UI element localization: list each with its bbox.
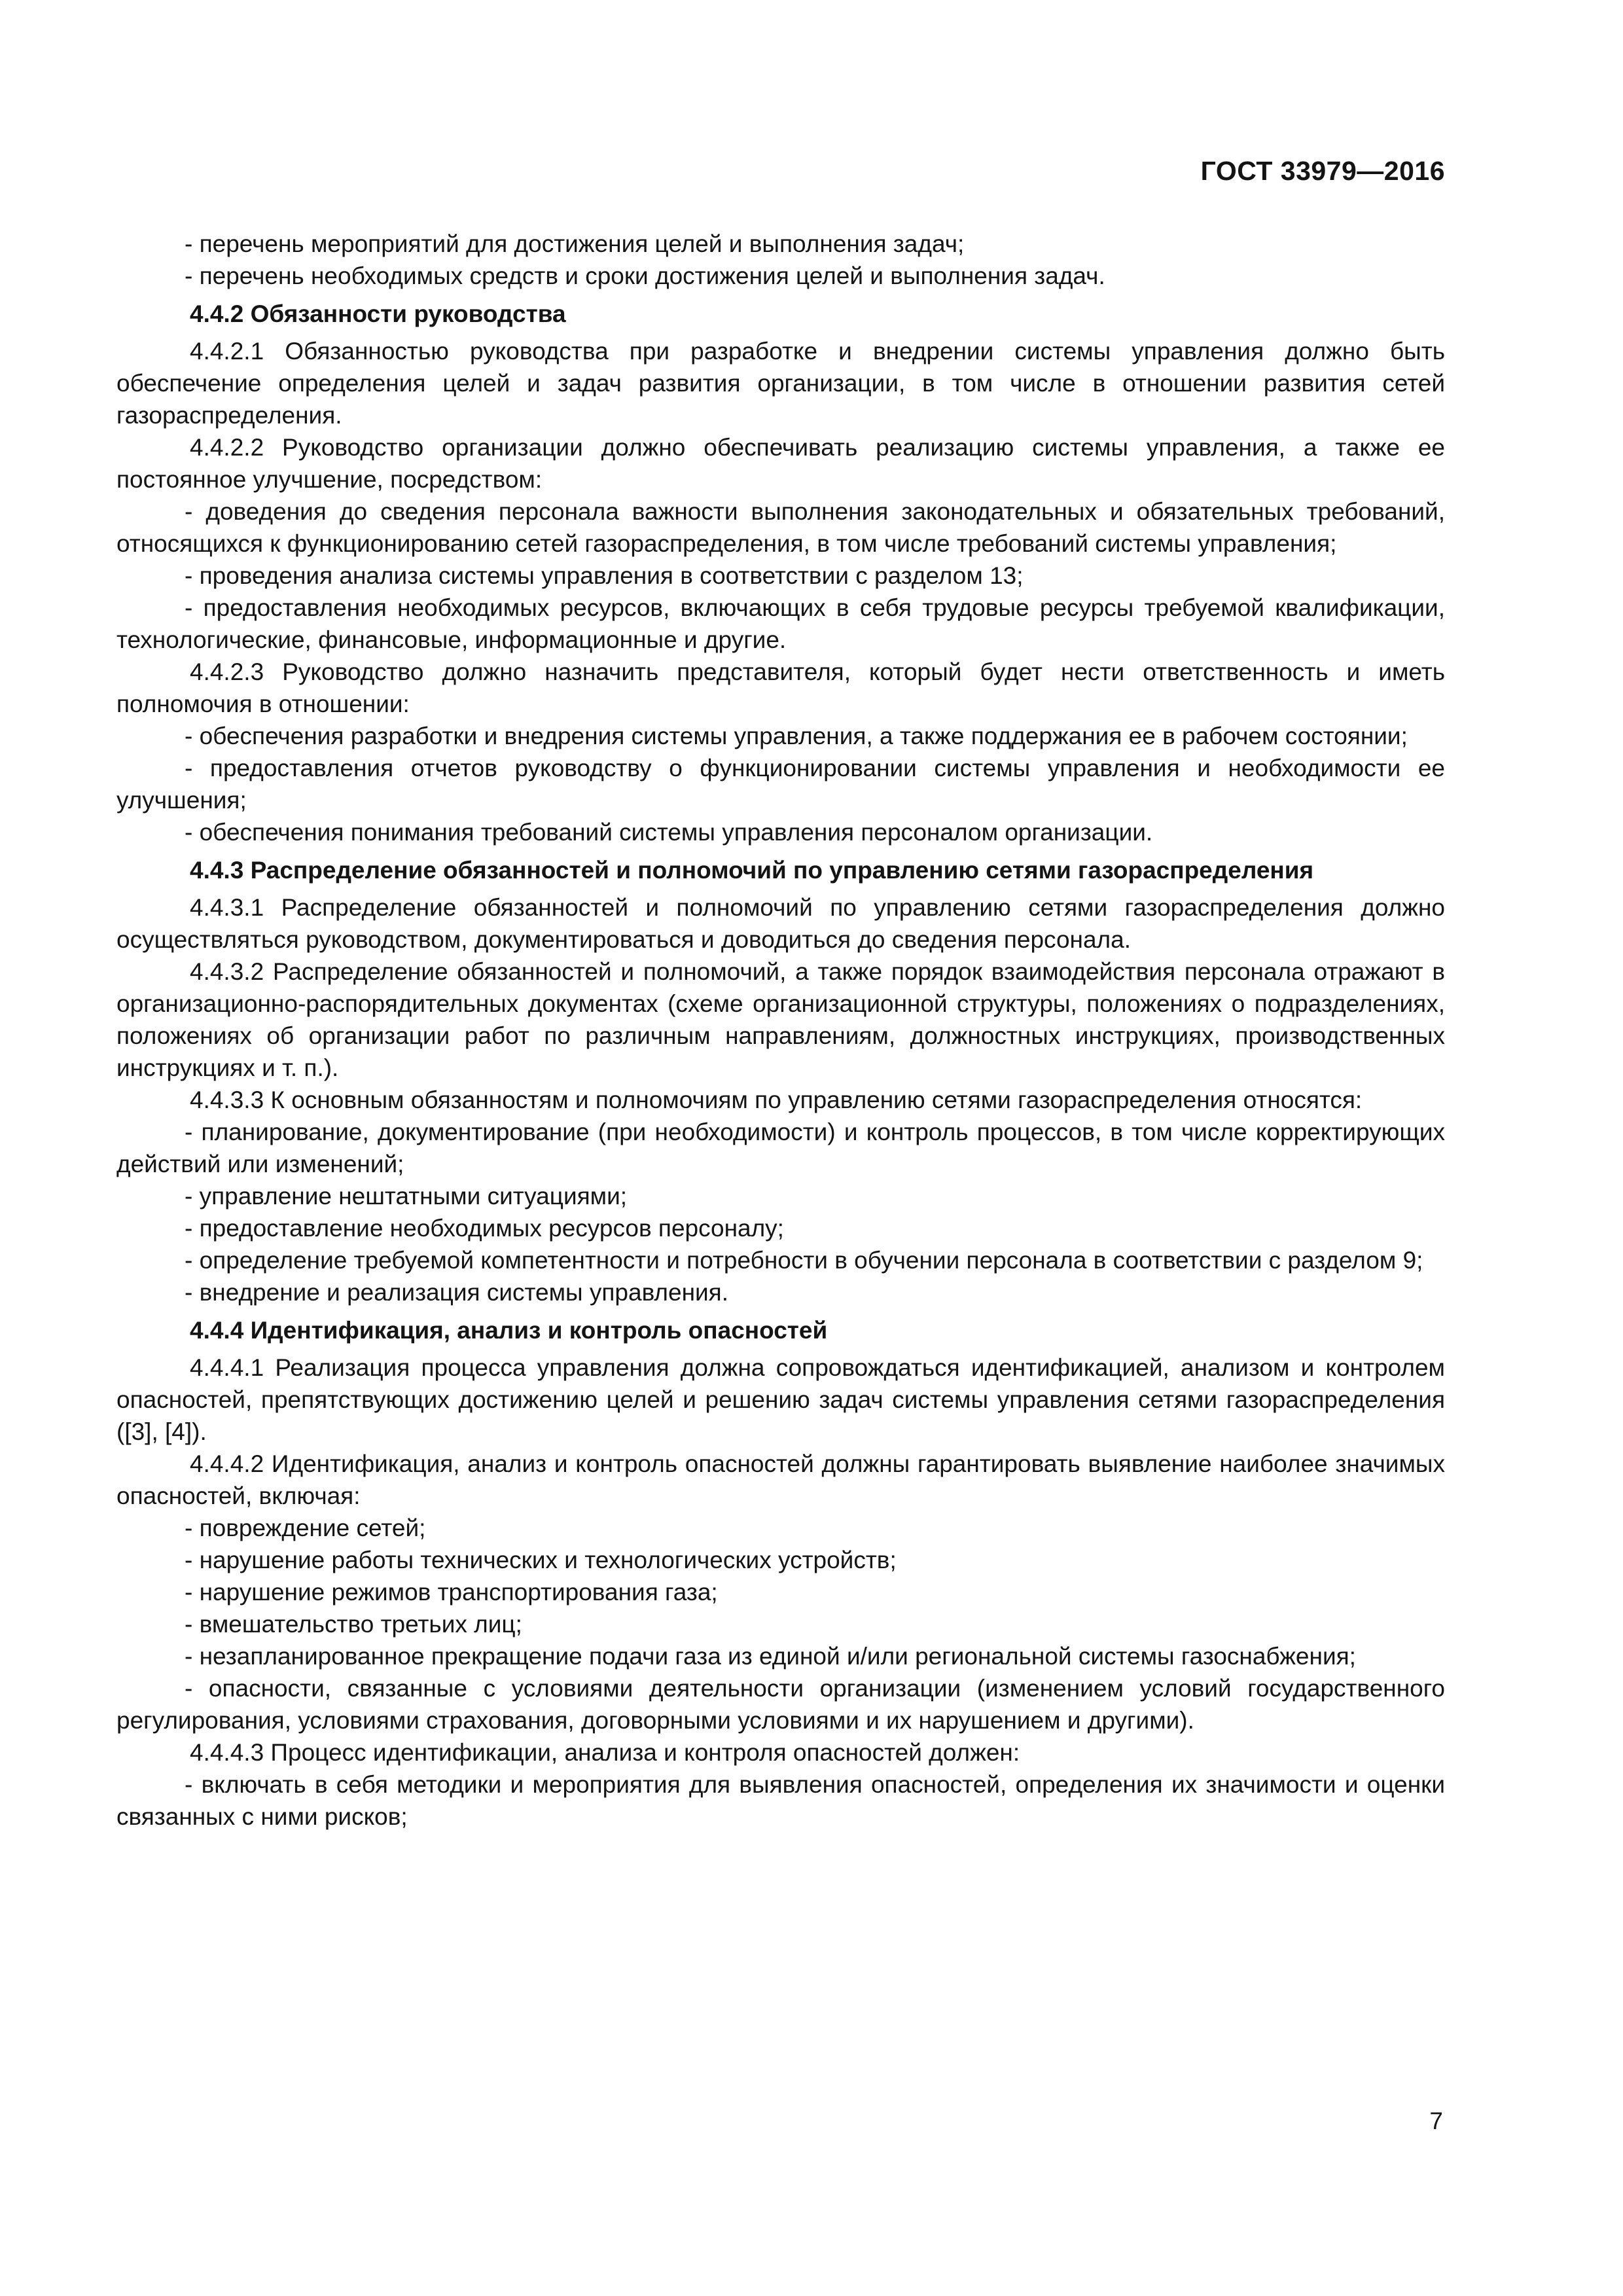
list-item: - вмешательство третьих лиц;: [185, 1611, 522, 1638]
paragraph: 4.4.3.2 Распределение обязанностей и полномочий, а также порядок взаимодействия персонала отражают в организационно-распорядительных документах (схеме организационной структуры, положениях о подразделениях, положениях об организации работ по различным направлениям, должностных инструкциях, производственных инструкциях и т. п.).: [116, 958, 1445, 1081]
section-heading: 4.4.2 Обязанности руководства: [190, 300, 566, 327]
list-item: - предоставление необходимых ресурсов персоналу;: [185, 1215, 784, 1242]
list-item: - определение требуемой компетентности и потребности в обучении персонала в соответствии с разделом 9;: [185, 1247, 1423, 1274]
paragraph: 4.4.4.3 Процесс идентификации, анализа и контроля опасностей должен:: [190, 1739, 1020, 1766]
paragraph: 4.4.4.2 Идентификация, анализ и контроль опасностей должны гарантировать выявление наиболее значимых опасностей, включая:: [116, 1450, 1445, 1509]
section-heading: 4.4.4 Идентификация, анализ и контроль опасностей: [190, 1317, 828, 1344]
list-item: - обеспечения разработки и внедрения системы управления, а также поддержания ее в рабочем состоянии;: [185, 723, 1408, 749]
list-item: - перечень необходимых средств и сроки достижения целей и выполнения задач.: [185, 262, 1105, 289]
section-heading: 4.4.3 Распределение обязанностей и полномочий по управлению сетями газораспределения: [190, 857, 1314, 884]
list-item: - предоставления отчетов руководству о функционировании системы управления и необходимости ее улучшения;: [116, 755, 1445, 814]
paragraph: 4.4.4.1 Реализация процесса управления должна сопровождаться идентификацией, анализом и контролем опасностей, препятствующих достижению целей и решению задач системы управления сетями газораспределения ([3], [4]).: [116, 1354, 1445, 1445]
paragraph: 4.4.3.1 Распределение обязанностей и полномочий по управлению сетями газораспределения должно осуществляться руководством, документироваться и доводиться до сведения персонала.: [116, 894, 1445, 953]
list-item: - планирование, документирование (при необходимости) и контроль процессов, в том числе корректирующих действий или изменений;: [116, 1119, 1445, 1177]
list-item: - обеспечения понимания требований системы управления персоналом организации.: [185, 819, 1153, 846]
paragraph: 4.4.2.2 Руководство организации должно обеспечивать реализацию системы управления, а также ее постоянное улучшение, посредством:: [116, 434, 1445, 493]
list-item: - предоставления необходимых ресурсов, включающих в себя трудовые ресурсы требуемой квалификации, технологические, финансовые, информационные и другие.: [116, 594, 1445, 653]
list-item: - доведения до сведения персонала важности выполнения законодательных и обязательных требований, относящихся к функционированию сетей газораспределения, в том числе требований системы управления;: [116, 498, 1445, 557]
document-header: ГОСТ 33979—2016: [1200, 156, 1445, 186]
list-item: - перечень мероприятий для достижения целей и выполнения задач;: [185, 230, 965, 257]
list-item: - проведения анализа системы управления в соответствии с разделом 13;: [185, 562, 1024, 589]
list-item: - управление нештатными ситуациями;: [185, 1183, 628, 1210]
list-item: - опасности, связанные с условиями деятельности организации (изменением условий государственного регулирования, условиями страхования, договорными условиями и их нарушением и другими).: [116, 1675, 1445, 1734]
list-item: - включать в себя методики и мероприятия для выявления опасностей, определения их значимости и оценки связанных с ними рисков;: [116, 1771, 1445, 1830]
list-item: - нарушение работы технических и технологических устройств;: [185, 1547, 897, 1573]
paragraph: 4.4.2.1 Обязанностью руководства при разработке и внедрении системы управления должно быть обеспечение определения целей и задач развития организации, в том числе в отношении развития сетей газораспределения.: [116, 338, 1445, 429]
list-item: - внедрение и реализация системы управления.: [185, 1279, 728, 1306]
paragraph: 4.4.2.3 Руководство должно назначить представителя, который будет нести ответственность и иметь полномочия в отношении:: [116, 658, 1445, 717]
list-item: - повреждение сетей;: [185, 1515, 426, 1541]
list-item: - незапланированное прекращение подачи газа из единой и/или региональной системы газоснабжения;: [185, 1643, 1356, 1670]
list-item: - нарушение режимов транспортирования газа;: [185, 1579, 718, 1605]
document-body: [116, 228, 1445, 1833]
paragraph: 4.4.3.3 К основным обязанностям и полномочиям по управлению сетями газораспределения относятся:: [190, 1086, 1363, 1113]
page-number: 7: [1429, 2108, 1443, 2134]
